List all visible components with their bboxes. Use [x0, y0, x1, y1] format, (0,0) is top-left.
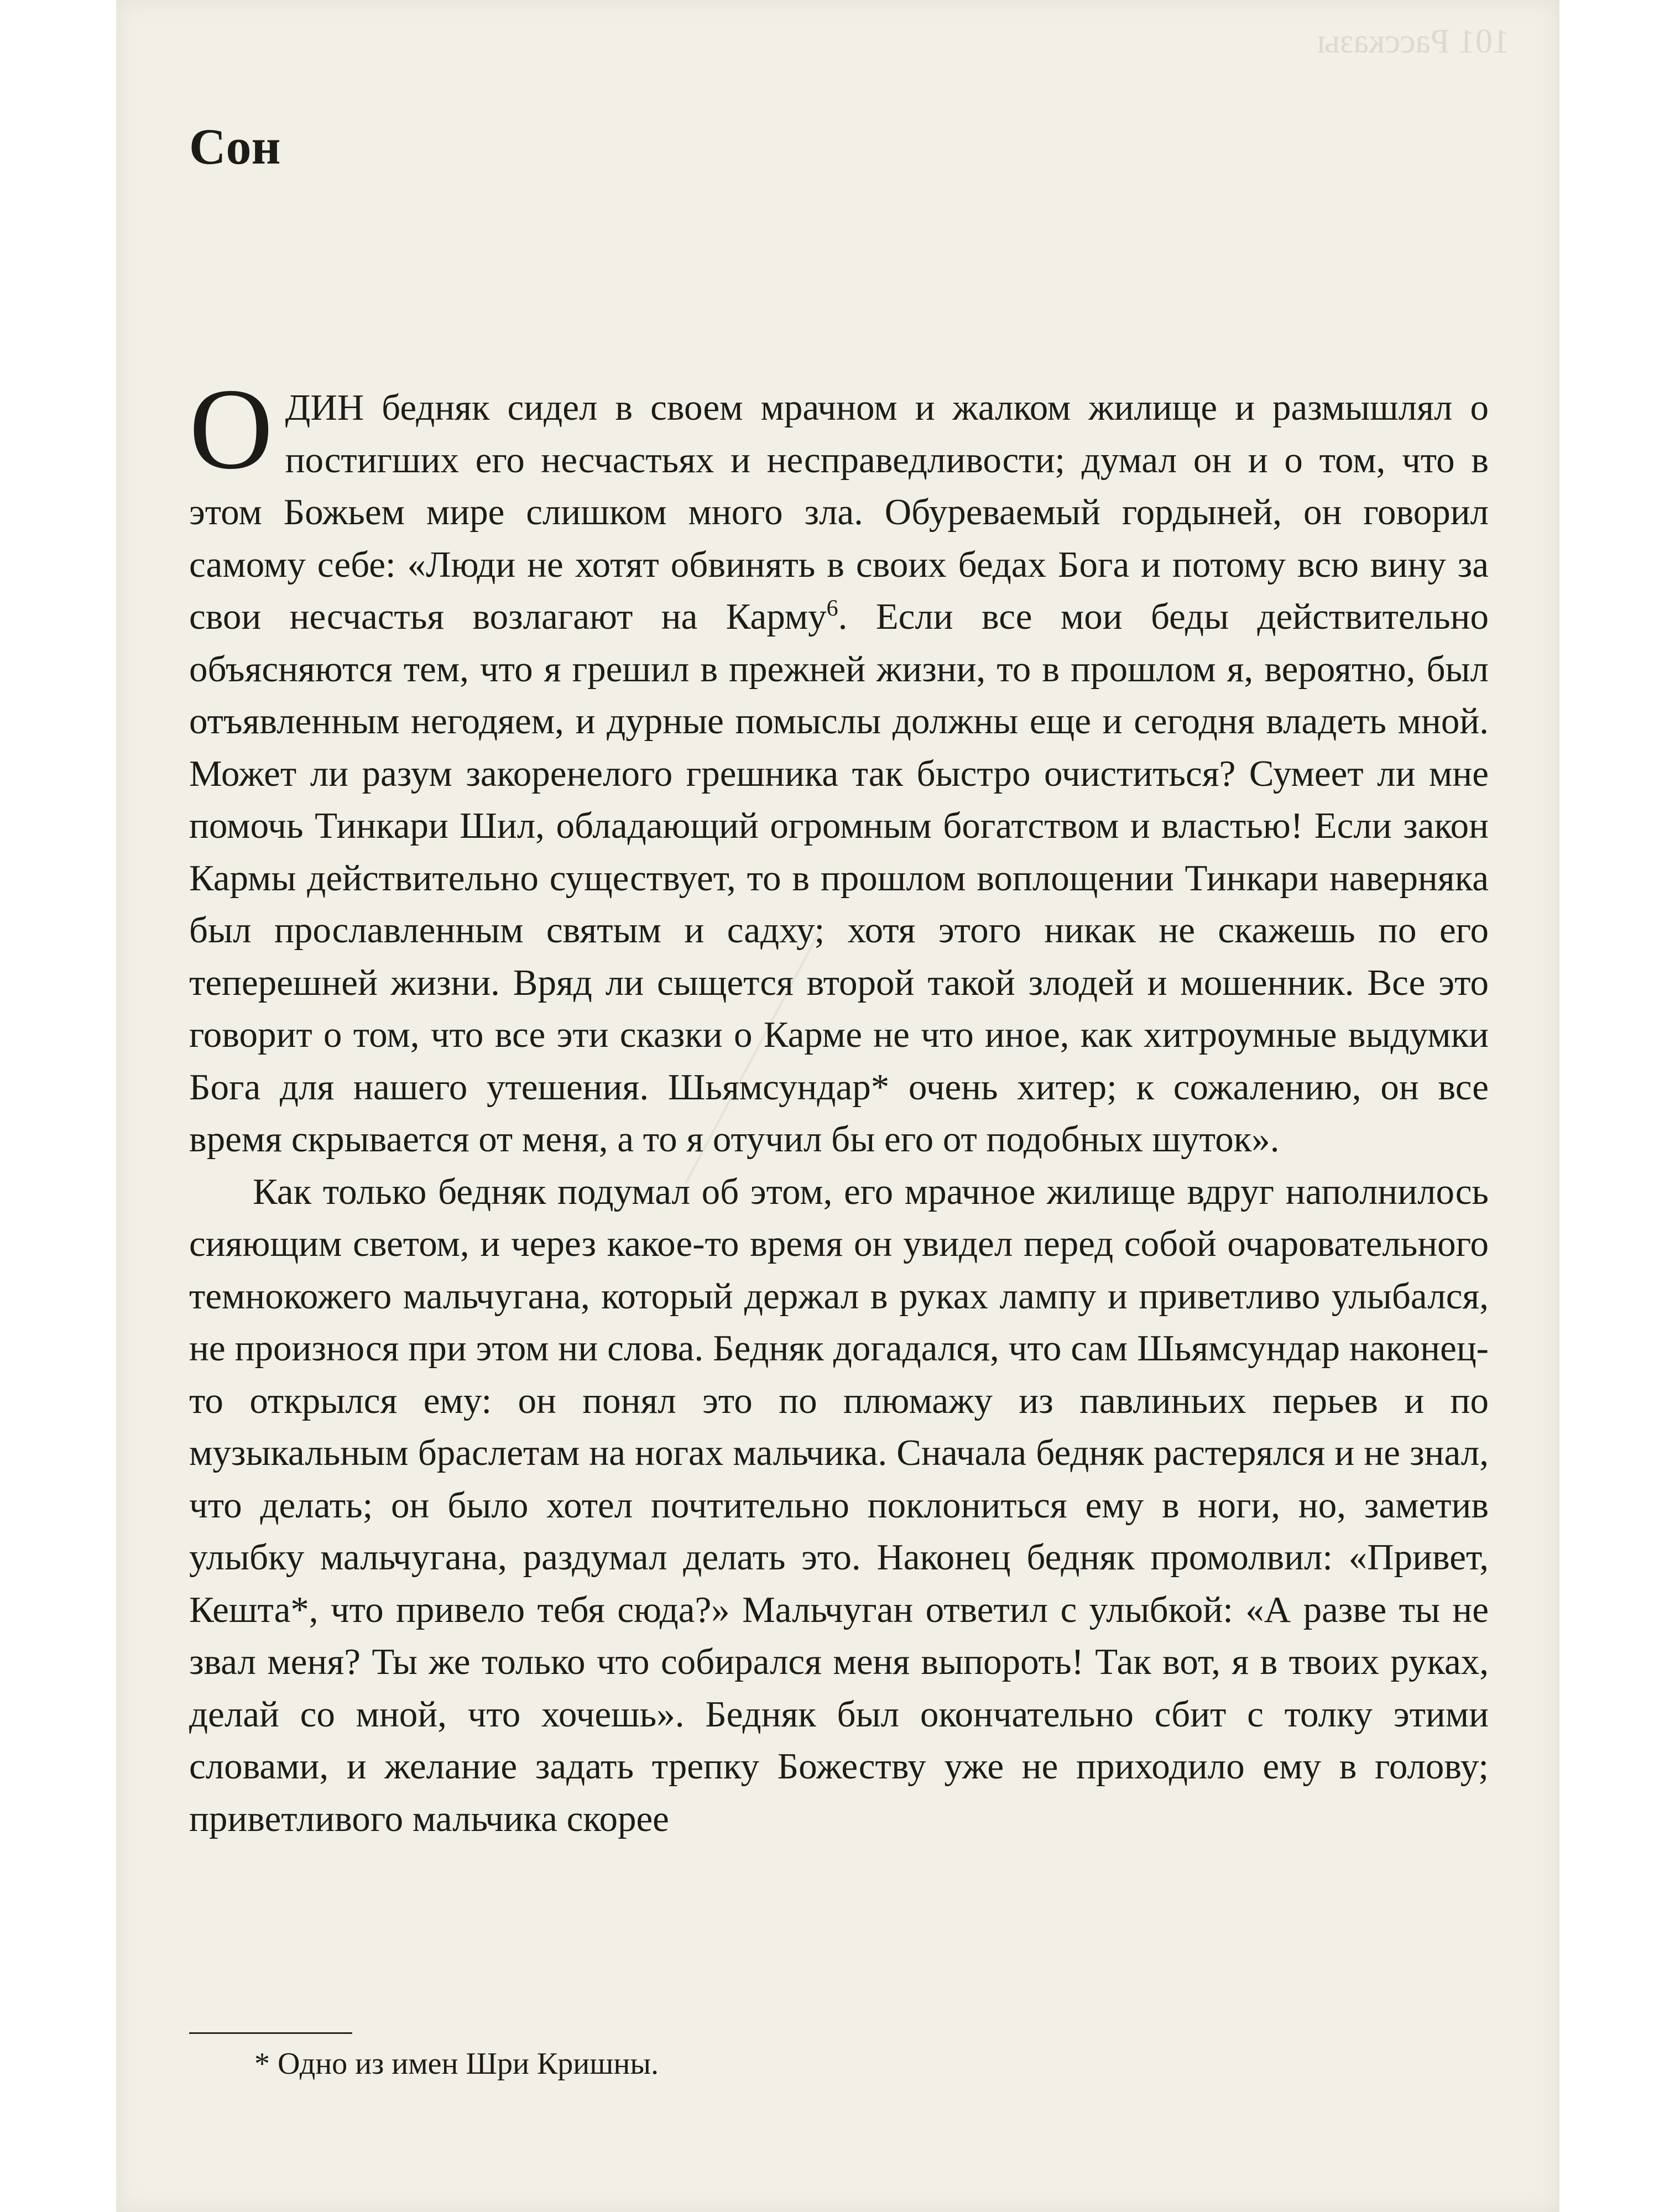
drop-cap: О	[189, 365, 273, 493]
footnote: * Одно из имен Шри Кришны.	[254, 2047, 659, 2081]
paragraph-1-rest: . Если все мои беды действительно объясняются тем, что я грешил в прежней жизни, то в прошлом я, вероятно, был отъявленным негодяем, и дурные помыслы должны еще и сегодня владеть мной. Может ли разум закоренелого грешника так быстро очиститься? Сумеет ли мне помочь Тинкари Шил, обладающий огромным богатством и властью! Если закон Кармы действительно существует, то в прошлом воплощении Тинкари наверняка был прославленным святым и садху; хотя этого никак не скажешь по его теперешней жизни. Вряд ли сыщется второй такой злодей и мошенник. Все это говорит о том, что все эти сказки о Карме не что иное, как хитроумные выдумки Бога для нашего утешения. Шьямсундар* очень хитер; к сожалению, он все время скрывается от меня, а то я отучил бы его от подобных шуток».	[189, 596, 1489, 1160]
footnote-ref-6: 6	[826, 596, 838, 622]
story-title: Сон	[189, 118, 281, 175]
paragraph-2: Как только бедняк подумал об этом, его мрачное жилище вдруг наполнилось сияющим светом, и через какое-то время он увидел перед собой очаровательного темнокожего мальчугана, который держал в руках лампу и приветливо улыбался, не произнося при этом ни слова. Бедняк догадался, что сам Шьямсундар наконец-то открылся ему: он понял это по плюмажу из павлиньих перьев и по музыкальным браслетам на ногах мальчика. Сначала бедняк растерялся и не знал, что делать; он было хотел почтительно поклониться ему в ноги, но, заметив улыбку мальчугана, раздумал делать это. Наконец бедняк промолвил: «Привет, Кешта*, что привело тебя сюда?» Мальчуган ответил с улыбкой: «А разве ты не звал меня? Ты же только что собирался меня выпороть! Так вот, я в твоих руках, делай со мной, что хочешь». Бедняк был окончательно сбит с толку этими словами, и желание задать трепку Божеству уже не приходило ему в голову; приветливого мальчика скорее	[189, 1171, 1489, 1839]
footnote-rule	[189, 2032, 352, 2034]
bleed-through-header: 101 Рассказы	[1317, 23, 1510, 60]
paragraph-1-lead: ДИН бедняк сидел в своем мрачном и жалком жилище и размышлял о постигших его несчастьях и несправедливости; думал он и о том, что в этом Божьем мире слишком много зла. Обуреваемый гордыней, он говорил самому себе: «Люди не хотят обвинять в своих бедах Бога и потому всю вину за свои несчастья возлагают на Карму	[189, 387, 1489, 637]
page-content	[189, 116, 1489, 1845]
paragraph-1	[189, 365, 1489, 1166]
